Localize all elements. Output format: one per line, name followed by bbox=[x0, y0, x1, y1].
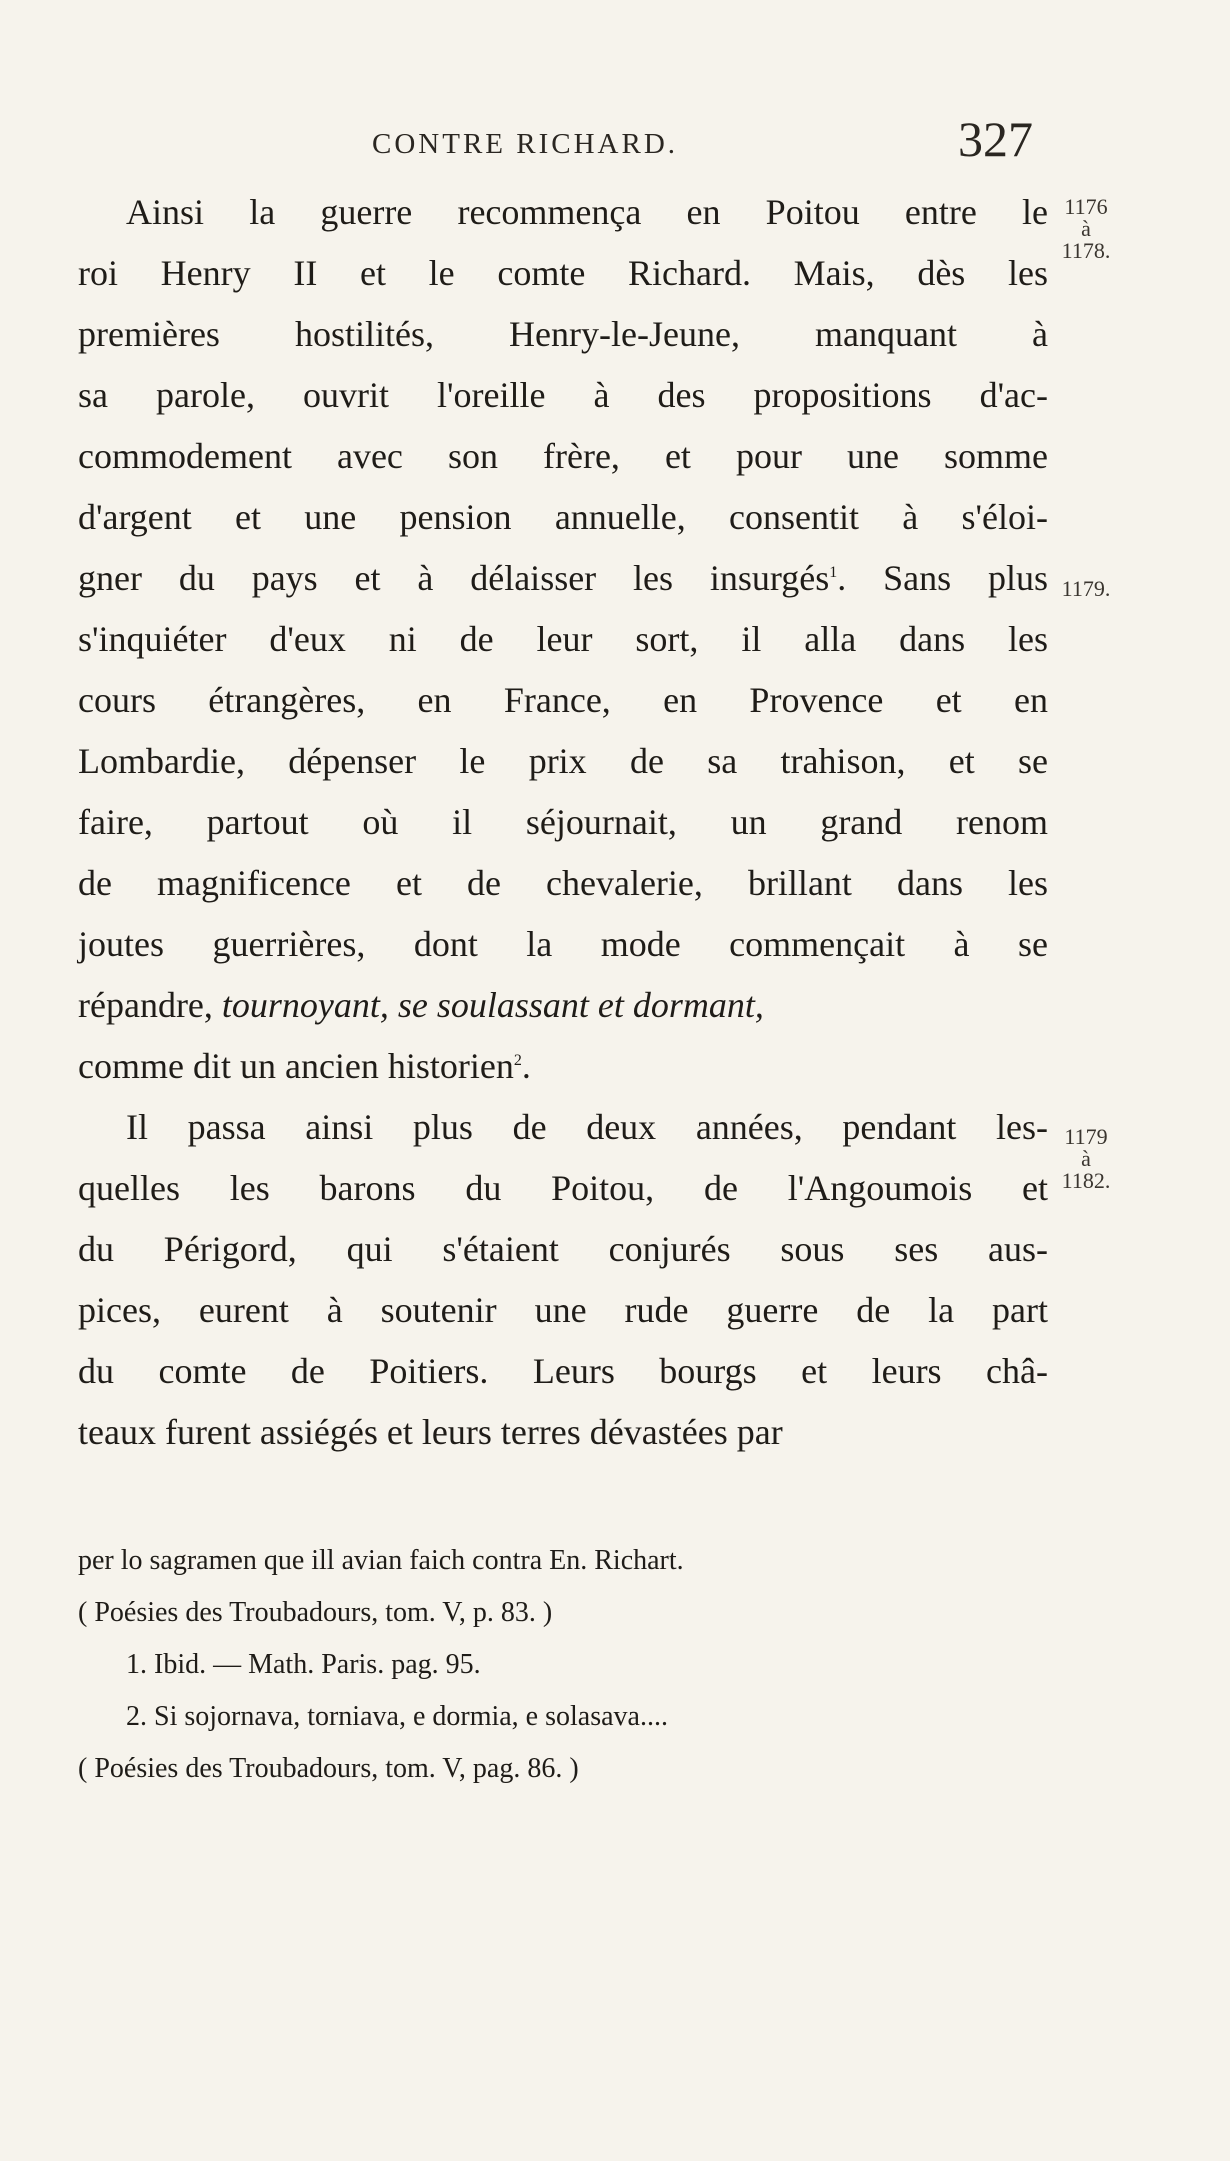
text-line: commodement avec son frère, et pour une somme bbox=[78, 436, 1048, 476]
running-title: CONTRE RICHARD. bbox=[372, 128, 679, 160]
text-line: Ainsi la guerre recommença en Poitou entre le bbox=[126, 192, 1048, 232]
text-segment: . Sans plus bbox=[837, 558, 1048, 598]
text-line: d'argent et une pension annuelle, consentit à s'éloi- bbox=[78, 497, 1048, 537]
margin-date-1176-1178 bbox=[1050, 196, 1122, 262]
margin-date-start: 1179 bbox=[1064, 1124, 1108, 1149]
text-line: teaux furent assiégés et leurs terres dévastées par bbox=[78, 1412, 783, 1452]
text-line: quelles les barons du Poitou, de l'Angoumois et bbox=[78, 1168, 1048, 1208]
page-header bbox=[0, 111, 1230, 178]
footnote-ref-1: 1 bbox=[829, 564, 838, 581]
footnote-2: 2. Si sojornava, torniava, e dormia, e solasava.... bbox=[126, 1701, 668, 1732]
footnote-line: ( Poésies des Troubadours, tom. V, p. 83. ) bbox=[78, 1597, 553, 1628]
footnote-line: ( Poésies des Troubadours, tom. V, pag. 86. ) bbox=[78, 1753, 579, 1784]
text-line: du Périgord, qui s'étaient conjurés sous ses aus- bbox=[78, 1229, 1048, 1269]
page-number: 327 bbox=[958, 111, 1033, 167]
margin-date-connector: à bbox=[1081, 1146, 1091, 1171]
margin-date-start: 1176 bbox=[1064, 194, 1108, 219]
text-line: cours étrangères, en France, en Provence et en bbox=[78, 680, 1048, 720]
text-segment: . bbox=[521, 1046, 531, 1086]
main-text bbox=[78, 182, 1048, 1463]
text-line: premières hostilités, Henry-le-Jeune, manquant à bbox=[78, 314, 1048, 354]
margin-date-1179-1182 bbox=[1050, 1126, 1122, 1192]
text-line: joutes guerrières, dont la mode commençait à se bbox=[78, 924, 1048, 964]
footnote-ref-2: 2 bbox=[513, 1052, 522, 1069]
text-line: roi Henry II et le comte Richard. Mais, dès les bbox=[78, 253, 1048, 293]
margin-date-end: 1178. bbox=[1061, 238, 1111, 263]
text-segment: répandre, bbox=[78, 985, 213, 1025]
text-line bbox=[78, 1036, 1048, 1097]
text-line: s'inquiéter d'eux ni de leur sort, il alla dans les bbox=[78, 619, 1048, 659]
text-line: pices, eurent à soutenir une rude guerre de la part bbox=[78, 1290, 1048, 1330]
text-line bbox=[78, 548, 1048, 609]
footnotes bbox=[78, 1535, 1048, 1795]
margin-date-connector: à bbox=[1081, 216, 1091, 241]
text-line bbox=[78, 975, 1048, 1036]
margin-date-1179 bbox=[1050, 578, 1122, 600]
text-segment: comme dit un ancien historien bbox=[78, 1046, 514, 1086]
margin-date: 1179. bbox=[1061, 576, 1111, 601]
text-line: Il passa ainsi plus de deux années, pendant les- bbox=[126, 1107, 1048, 1147]
text-line: sa parole, ouvrit l'oreille à des propositions d'ac- bbox=[78, 375, 1048, 415]
text-line: du comte de Poitiers. Leurs bourgs et leurs châ- bbox=[78, 1351, 1048, 1391]
footnote-line: per lo sagramen que ill avian faich contra En. Richart. bbox=[78, 1545, 684, 1576]
footnote-1: 1. Ibid. — Math. Paris. pag. 95. bbox=[126, 1649, 481, 1680]
text-line: de magnificence et de chevalerie, brillant dans les bbox=[78, 863, 1048, 903]
text-line: Lombardie, dépenser le prix de sa trahison, et se bbox=[78, 741, 1048, 781]
italic-quote: tournoyant, se soulassant et dormant, bbox=[221, 985, 764, 1025]
text-segment: gner du pays et à délaisser les insurgés bbox=[78, 558, 830, 598]
text-line: faire, partout où il séjournait, un grand renom bbox=[78, 802, 1048, 842]
margin-date-end: 1182. bbox=[1061, 1168, 1111, 1193]
